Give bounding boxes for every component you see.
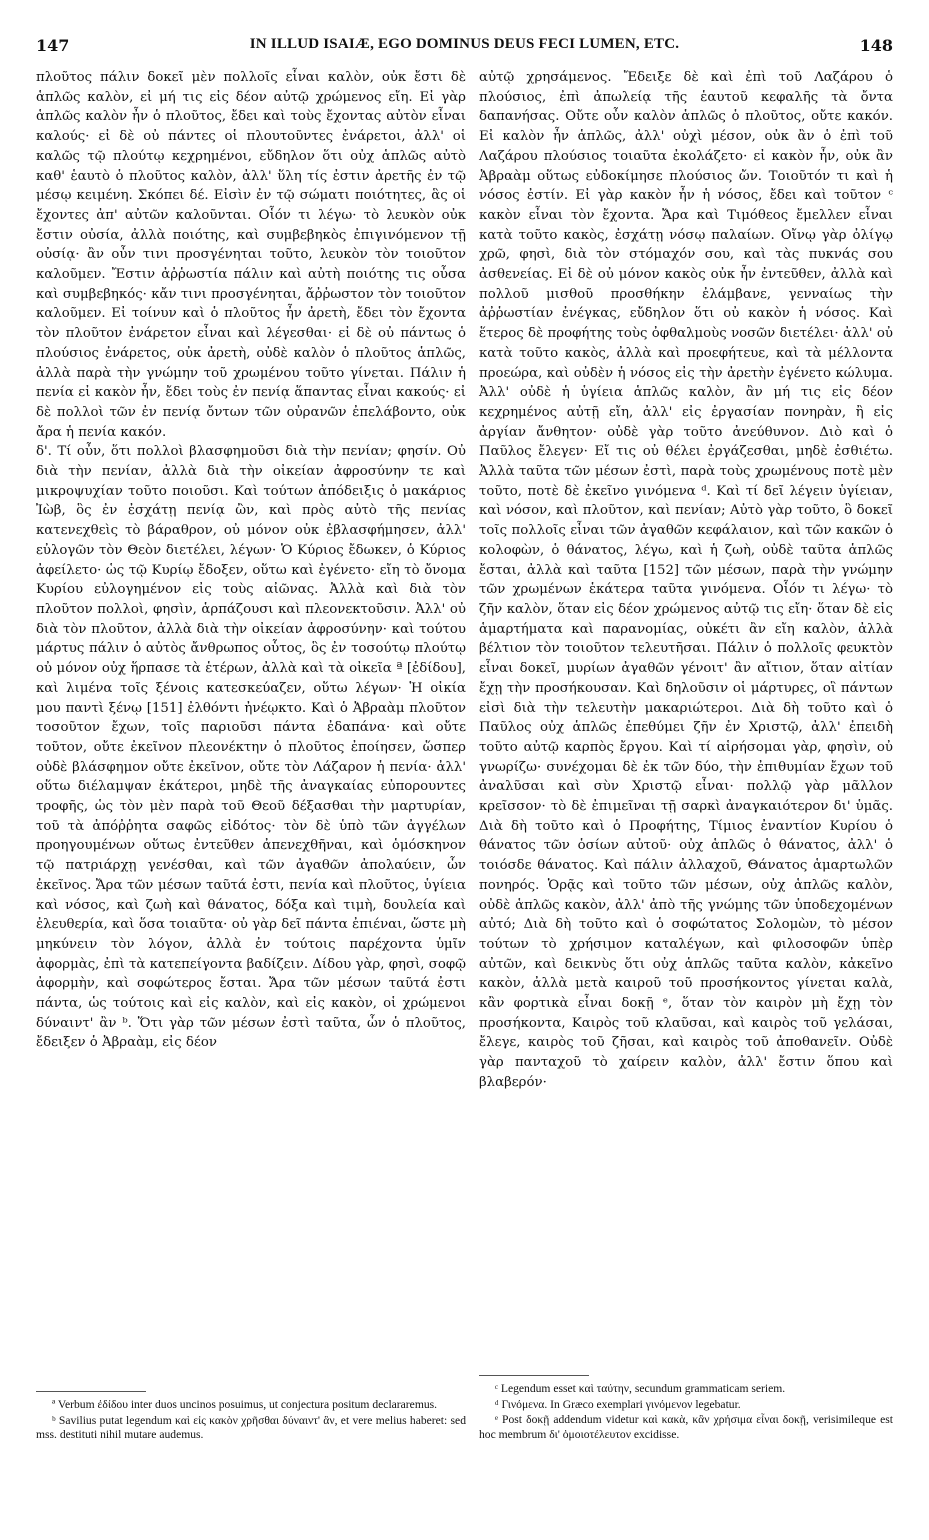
footnote: ᶜ Legendum esset καὶ ταύτην, secundum grammaticam seriem.: [495, 1382, 786, 1395]
footnote-divider: [36, 1391, 146, 1392]
footnote: ᵉ Post δοκῇ addendum videtur καὶ κακὰ, κἂν χρήσιμα εἶναι δοκῇ, verisimileque est hoc membrum δι' ὁμοιοτέλευτον excidisse.: [479, 1413, 893, 1441]
paragraph: αὐτῷ χρησάμενος. Ἔδειξε δὲ καὶ ἐπὶ τοῦ Λαζάρου ὁ πλούσιος, ἐπὶ ἀπωλείᾳ τῆς ἑαυτοῦ κεφαλῆς τὰ ὄντα δαπανήσας. Οὔτε οὖν καλὸν ἁπλῶς ὁ πλοῦτος, οὔτε κακόν. Εἰ καλὸν ἦν ἁπλῶς, ἀλλ' οὐχὶ μέσον, οὐκ ἂν ὁ ἐπὶ τοῦ Λαζάρου πλούσιος τοιαῦτα ἐκολάζετο· εἰ κακὸν ἦν, οὐκ ἂν Ἀβραὰμ οὕτως εὐδοκίμησε πλούσιος ὤν. Τοιοῦτόν τι καὶ ἡ νόσος ἐστίν. Εἰ γὰρ κακὸν ἦν ἡ νόσος, ἔδει καὶ τοῦτον ᶜ κακὸν εἶναι τὸν ἔχοντα. Ἄρα καὶ Τιμόθεος ἔμελλεν εἶναι κατὰ τοῦτο κακὸς, ἐσχάτῃ νόσῳ παλαίων. Οἴνῳ γὰρ ὀλίγῳ χρῶ, φησὶ, διὰ τὸν στόμαχόν σου, καὶ τὰς πυκνάς σου ἀσθενείας. Εἰ δὲ οὐ μόνον κακὸς οὐκ ἦν ἐντεῦθεν, ἀλλὰ καὶ πολλοῦ μισθοῦ προσθήκην ἐλάμβανε, γενναίως τὴν ἀῤῥωστίαν ἐνέγκας, εὔδηλον ὅτι οὐ κακὸν ἡ νόσος. Καὶ ἕτερος δὲ προφήτης τοὺς ὀφθαλμοὺς νοσῶν διετέλει· ἀλλ' οὐ κατὰ τοῦτο κακὸς, ἀλλὰ καὶ προεφήτευε, καὶ τὰ μέλλοντα προεώρα, καὶ οὐδὲν ἡ νόσος εἰς τὴν ἀρετὴν ἐγένετο κώλυμα. Ἀλλ' οὐδὲ ἡ ὑγίεια ἁπλῶς καλὸν, ἂν μή τις εἰς δέον κεχρημένος αὐτῇ εἴη, ἀλλ' εἰς ἐργασίαν πονηρὰν, ἢ εἰς ἀργίαν ἄνθητον· οὐδὲ γὰρ τοῦτο ἀνεύθυνον. Διὸ καὶ ὁ Παῦλος ἔλεγεν· Εἴ τις οὐ θέλει ἐργάζεσθαι, μηδὲ ἐσθιέτω. Ἀλλὰ ταῦτα τῶν μέσων ἐστὶ, παρὰ τοὺς χρωμένους ποτὲ μὲν τοῦτο, ποτὲ δὲ ἐκεῖνο γινόμενα ᵈ. Καὶ τί δεῖ λέγειν ὑγίειαν, καὶ νόσον, καὶ πλοῦτον, καὶ πενίαν; Αὐτὸ γὰρ τοῦτο, ὃ δοκεῖ τοῖς πολλοῖς εἶναι τῶν ἀγαθῶν κεφάλαιον, καὶ τῶν κακῶν ὁ κολοφὼν, ὁ θάνατος, λέγω, καὶ ἡ ζωὴ, οὐδὲ ταῦτα ἁπλῶς ἔσται, ἀλλὰ καὶ ταῦτα [152] τῶν μέσων, παρὰ τὴν γνώμην τῶν χρωμένων ἑκάτερα ταῦτα γινόμενα. Οἷόν τι λέγω· τὸ ζῆν καλὸν, ὅταν εἰς δέον χρώμενος αὐτῷ τις εἴη· ὅταν δὲ εἰς ἁμαρτήματα καὶ παρανομίας, οὐκέτι ἂν εἴη καλὸν, ἀλλὰ βέλτιον τὸν τοιοῦτον τελευτῆσαι. Πάλιν ὁ πολλοῖς φευκτὸν εἶναι δοκεῖ, μυρίων ἀγαθῶν γένοιτ' ἂν αἴτιον, ὅταν αἰτίαν ἔχῃ τὴν προσήκουσαν. Καὶ δηλοῦσιν οἱ μάρτυρες, οἳ πάντων εἰσὶ διὰ τὴν τελευτὴν μακαριώτεροι. Διὰ δὴ τοῦτο καὶ ὁ Παῦλος οὐχ ἁπλῶς ἐπεθύμει ζῆν ἐν Χριστῷ, ἀλλ' ἐπειδὴ τοῦτο αὐτῷ καρπὸς ἔργου. Καὶ τί αἱρήσομαι γὰρ, φησὶν, οὐ γνωρίζω· συνέχομαι δὲ ἐκ τῶν δύο, τὴν ἐπιθυμίαν ἔχων τοῦ ἀναλῦσαι καὶ σὺν Χριστῷ εἶναι· πολλῷ γὰρ μᾶλλον κρεῖσσον· τὸ δὲ ἐπιμεῖναι τῇ σαρκὶ ἀναγκαιότερον δι' ὑμᾶς. Διὰ δὴ τοῦτο καὶ ὁ Προφήτης, Τίμιος ἐναντίον Κυρίου ὁ θάνατος τῶν ὁσίων αὐτοῦ· οὐχ ἁπλῶς ὁ θάνατος, ἀλλ' ὁ τοιόσδε θάνατος. Καὶ πάλιν ἀλλαχοῦ, Θάνατος ἁμαρτωλῶν πονηρός. Ὁρᾷς καὶ τοῦτο τῶν μέσων, οὐχ ἁπλῶς καλὸν, οὐδὲ ἁπλῶς κακὸν, ἀλλ' ἀπὸ τῆς γνώμης τῶν ὑποδεχομένων αὐτό; Διὰ δὴ τοῦτο καὶ ὁ σοφώτατος Σολομὼν, τὸ μέσον τούτων τὸ χρήσιμον καταλέγων, καὶ φιλοσοφῶν ὑπὲρ αὐτῶν, καὶ δεικνὺς ὅτι οὐχ ἁπλῶς ταῦτα καλὸν, κἀκεῖνο κακὸν, ἀλλὰ μετὰ καιροῦ τοῦ προσήκοντος γίνεται καλὰ, κἂν φορτικὰ εἶναι δοκῇ ᵉ, ὅταν τὸν καιρὸν μὴ ἔχῃ τὸν προσήκοντα, Καιρὸς τοῦ κλαῦσαι, καὶ καιρὸς τοῦ γελάσαι, ἔλεγε, καιρὸς τοῦ ζῆσαι, καὶ καιρὸς τοῦ ἀποθανεῖν. Οὐδὲ γὰρ πανταχοῦ τὸ χαίρειν καλὸν, ἀλλ' ἔστιν ὅπου καὶ βλαβερόν·: [479, 70, 893, 1090]
left-text-column: [36, 68, 466, 1053]
right-text-column: [479, 68, 893, 1093]
right-page-number: 148: [859, 36, 893, 55]
footnote: ᵇ Savilius putat legendum καὶ εἰς κακὸν χρῆσθαι δύναιντ' ἂν, et vere melius haberet: sed mss. destituti nihil mutare audemus.: [36, 1413, 466, 1442]
left-page-number: 147: [36, 36, 70, 55]
footnote: ᵈ Γινόμενα. In Græco exemplari γινόμενον legebatur.: [495, 1397, 741, 1411]
footnote-divider: [479, 1375, 589, 1376]
page-header: [36, 36, 893, 60]
left-footnotes: [36, 1398, 466, 1444]
footnote: ª Verbum ἐδίδου inter duos uncinos posuimus, ut conjectura positum declararemus.: [52, 1398, 438, 1411]
paragraph: πλοῦτος πάλιν δοκεῖ μὲν πολλοῖς εἶναι καλὸν, οὐκ ἔστι δὲ ἁπλῶς καλὸν, εἰ μή τις εἰς δέον αὐτῷ χρώμενος εἴη. Εἰ γὰρ ἁπλῶς καλὸν ἦν ὁ πλοῦτος, ἔδει καὶ τοὺς ἔχοντας αὐτὸν εἶναι καλούς· εἰ δὲ οὐ πάντες οἱ πλουτοῦντες ἐνάρετοι, ἀλλ' οἱ καλῶς τῷ πλούτῳ κεχρημένοι, εὔδηλον ὅτι οὐχ ἁπλῶς αὐτὸ καθ' ἑαυτὸ ὁ πλοῦτος καλὸν, ἀλλ' ὕλη τίς ἐστιν ἀρετῆς ἐν τῷ μέσῳ κειμένη. Σκόπει δέ. Εἰσὶν ἐν τῷ σώματι ποιότητες, ἃς οἱ ἔχοντες ἀπ' αὐτῶν καλοῦνται. Οἷόν τι λέγω· τὸ λευκὸν οὐκ ἔστιν οὐσία, ἀλλὰ ποιότης, καὶ συμβεβηκὸς ἐπιγινόμενον τῇ οὐσίᾳ· ἂν οὖν τινι προσγένηται τοῦτο, λευκὸν τὸν τοιοῦτον καλοῦμεν. Ἔστιν ἀῤῥωστία πάλιν καὶ αὐτὴ ποιότης τις οὖσα καὶ συμβεβηκός· κἄν τινι προσγένηται, ἄῤῥωστον τὸν τοιοῦτον καλοῦμεν. Εἰ τοίνυν καὶ ὁ πλοῦτος ἦν ἀρετὴ, ἔδει τὸν ἔχοντα τὸν πλοῦτον ἐνάρετον εἶναι καὶ λέγεσθαι· εἰ δὲ οὐ πάντως ὁ πλούσιος ἐνάρετος, οὐκ ἀρετὴ, οὐδὲ καλὸν ὁ πλοῦτος ἁπλῶς, ἀλλὰ παρὰ τὴν γνώμην τοῦ χρωμένου τοῦτο γίνεται. Πάλιν ἡ πενία εἰ κακὸν ἦν, ἔδει τοὺς ἐν πενίᾳ ἅπαντας εἶναι κακούς· εἰ δὲ πολλοὶ τῶν ἐν πενίᾳ ὄντων τῶν οὐρανῶν ἐπελάβοντο, οὐκ ἄρα ἡ πενία κακόν.: [36, 70, 466, 440]
running-title: IN ILLUD ISAIÆ, EGO DOMINUS DEUS FECI LUMEN, ETC.: [249, 36, 680, 52]
right-footnotes: [479, 1382, 893, 1443]
paragraph: δ'. Τί οὖν, ὅτι πολλοὶ βλασφημοῦσι διὰ τὴν πενίαν; φησίν. Οὐ διὰ τὴν πενίαν, ἀλλὰ διὰ τὴν οἰκείαν ἀφροσύνην τε καὶ μικροψυχίαν τοῦτο ποιοῦσι. Καὶ τούτων ἀπόδειξις ὁ μακάριος Ἰὼβ, ὃς ἐν ἐσχάτῃ πενίᾳ ὢν, καὶ πρὸς αὐτὸ τῆς πενίας κατενεχθεὶς τὸ βάραθρον, οὐ μόνον οὐκ ἐβλασφήμησεν, ἀλλ' εὐλογῶν τὸν Θεὸν διετέλει, λέγων· Ὁ Κύριος ἔδωκεν, ὁ Κύριος ἀφείλετο· ὡς τῷ Κυρίῳ ἔδοξεν, οὕτω καὶ ἐγένετο· εἴη τὸ ὄνομα Κυρίου εὐλογημένον εἰς τοὺς αἰῶνας. Ἀλλὰ καὶ διὰ τὸν πλοῦτον πολλοὶ, φησὶν, ἁρπάζουσι καὶ πλεονεκτοῦσιν. Ἀλλ' οὐ διὰ τὸν πλοῦτον, ἀλλὰ διὰ τὴν οἰκείαν ἀφροσύνην· καὶ τούτου μάρτυς πάλιν ὁ αὐτὸς ἄνθρωπος οὗτος, ὃς ἐν τοσούτῳ πλούτῳ οὐ μόνον οὐχ ἥρπασε τὰ ἑτέρων, ἀλλὰ καὶ τὰ οἰκεῖα ª [ἐδίδου], καὶ λιμένα τοῖς ξένοις κατεσκεύαζεν, οὕτω λέγων· Ἡ οἰκία μου παντὶ ξένῳ [151] ἐλθόντι ἠνέῳκτο. Καὶ ὁ Ἀβραὰμ πλοῦτον τοσοῦτον ἔχων, τοῖς παριοῦσι πάντα ἐδαπάνα· καὶ οὔτε τοῦτον, οὔτε ἐκεῖνον πλεονέκτην ὁ πλοῦτος ἐποίησεν, ὥσπερ οὐδὲ βλάσφημον οὔτε ἐκεῖνον, οὔτε τὸν Λάζαρον ἡ πενία· ἀλλ' οὕτω διέλαμψαν ἑκάτεροι, μηδὲ τῆς ἀναγκαίας εὐπορουντες τροφῆς, ὡς τὸν μὲν παρὰ τοῦ Θεοῦ δέξασθαι τὴν μαρτυρίαν, τοῦ τὰ ἀπόῤῥητα σαφῶς εἰδότος· τὸν δὲ ὑπὸ τῶν ἀγγέλων προηγουμένων οὕτως ἐντεῦθεν ἀπενεχθῆναι, καὶ ὁμόσκηνον τῷ πατριάρχῃ γενέσθαι, καὶ τῶν ἀγαθῶν ἀπολαύειν, ὧν ἐκεῖνος. Ἄρα τῶν μέσων ταῦτά ἐστι, πενία καὶ πλοῦτος, ὑγίεια καὶ νόσος, καὶ ζωὴ καὶ θάνατος, δόξα καὶ τιμὴ, δουλεία καὶ ἐλευθερία, καὶ ὅσα τοιαῦτα· οὐ γὰρ δεῖ πάντα ἐπιέναι, ὥστε μὴ μηκύνειν τὸν λόγον, ἀλλὰ ἐν τούτοις παρέχοντα ὑμῖν ἀφορμὰς, ἐπὶ τὰ κατεπείγοντα βαδίζειν. Δίδου γὰρ, φησὶ, σοφῷ ἀφορμὴν, καὶ σοφώτερος ἔσται. Ἄρα τῶν μέσων ταῦτά ἐστι πάντα, ὡς τούτοις καὶ εἰς καλὸν, καὶ εἰς κακὸν, οἱ χρώμενοι δύναιντ' ἂν ᵇ. Ὅτι γὰρ τῶν μέσων ἐστὶ ταῦτα, ὧν ὁ πλοῦτος, ἔδειξεν ὁ Ἀβραὰμ, εἰς δέον: [36, 444, 466, 1051]
